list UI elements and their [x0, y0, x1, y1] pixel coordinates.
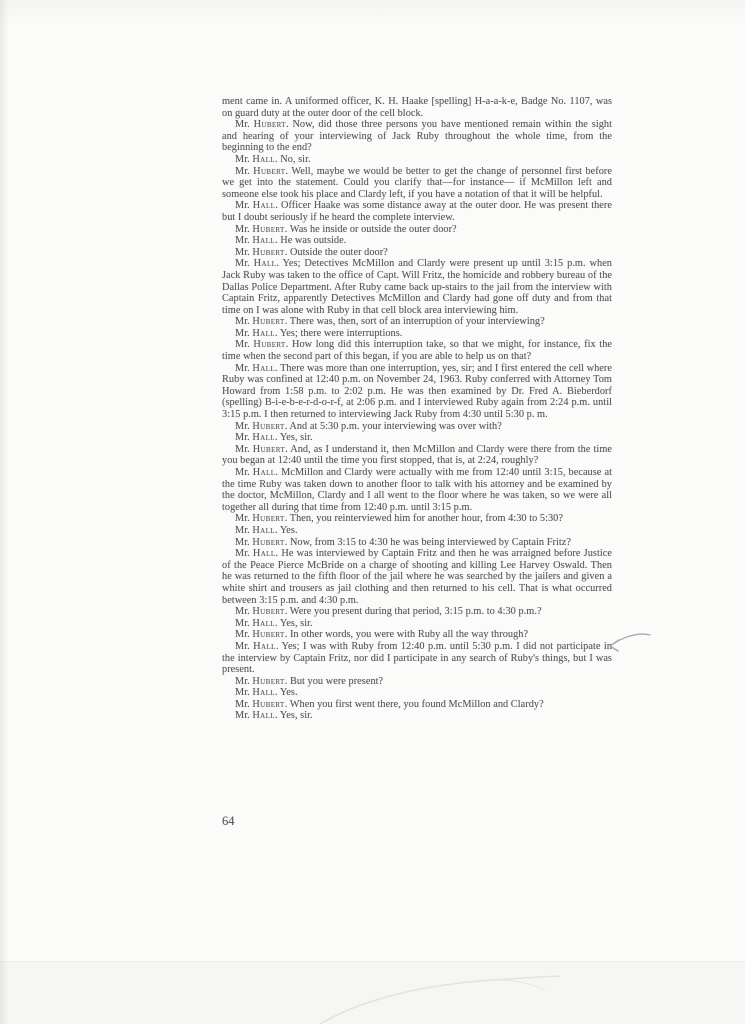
speaker-name: Mr. Hall.: [235, 640, 279, 652]
transcript-text-block: [222, 96, 612, 722]
transcript-paragraph: Mr. Hubert. There was, then, sort of an interruption of your interviewing?: [235, 316, 545, 328]
speaker-surname: Hubert: [252, 246, 285, 258]
transcript-paragraph: Mr. Hubert. Were you present during that period, 3:15 p.m. to 4:30 p.m.?: [235, 606, 542, 618]
speaker-surname: Hall: [253, 258, 277, 270]
speaker-surname: Hubert: [252, 420, 285, 432]
speaker-name: Mr. Hall.: [235, 258, 279, 270]
transcript-paragraph: Mr. Hubert. But you were present?: [235, 675, 384, 687]
speaker-name: Mr. Hubert.: [235, 339, 289, 351]
speaker-surname: Hubert: [253, 339, 286, 351]
speaker-name: Mr. Hubert.: [235, 606, 288, 618]
transcript-paragraph: Mr. Hall. Yes; there were interruptions.: [235, 327, 403, 339]
speaker-surname: Hall: [252, 467, 276, 478]
transcript-paragraph: Mr. Hall. He was outside.: [235, 235, 347, 247]
transcript-paragraph: Mr. Hall. Yes; I was with Ruby from 12:40 p.m. until 5:30 p.m. I did not participate in the interview by Captain Fritz, nor did I participate in any search of Ruby's things, but I was present.: [222, 640, 612, 676]
speaker-name: Mr. Hubert.: [235, 698, 288, 710]
transcript-paragraph: Mr. Hubert. Was he inside or outside the outer door?: [235, 223, 457, 235]
speaker-name: Mr. Hubert.: [235, 675, 288, 687]
speaker-name: Mr. Hall.: [235, 687, 278, 699]
speaker-name: Mr. Hall.: [235, 327, 278, 339]
speaker-surname: Hubert: [252, 443, 286, 455]
page-left-edge-shadow: [0, 0, 9, 1024]
transcript-paragraph: Mr. Hubert. Outside the outer door?: [235, 246, 388, 258]
speaker-surname: Hall: [252, 524, 275, 536]
speaker-surname: Hubert: [253, 119, 286, 131]
transcript-paragraph: Mr. Hubert. And at 5:30 p.m. your interviewing was over with?: [235, 420, 502, 432]
speaker-name: Mr. Hubert.: [235, 536, 288, 548]
speaker-surname: Hubert: [252, 536, 285, 548]
speaker-name: Mr. Hubert.: [235, 165, 289, 177]
speaker-name: Mr. Hall.: [235, 710, 278, 722]
speaker-name: Mr. Hubert.: [235, 629, 288, 641]
transcript-paragraph: Mr. Hall. He was interviewed by Captain Fritz and then he was arraigned before Justice of the Peace Pierce McBride on a charge of shooting and killing Lee Harvey Oswald. Then he was returned to the fifth floor of the jail where he was searched by the jailers and given a white shirt and trousers as jail clothing and then returned to his cell. That is what occurred between 3:15 p.m. and 4:30 p.m.: [222, 548, 612, 606]
transcript-paragraph: Mr. Hall. Yes, sir.: [235, 432, 313, 444]
transcript-entries: [222, 119, 612, 722]
transcript-paragraph: Mr. Hall. Officer Haake was some distance away at the outer door. He was present there but I doubt seriously if he heard the complete interview.: [222, 200, 612, 223]
speaker-name: Mr. Hall.: [235, 362, 278, 374]
speaker-name: Mr. Hubert.: [235, 223, 288, 235]
page-number: 64: [222, 814, 235, 828]
transcript-paragraph: Mr. Hall. Yes, sir.: [235, 617, 313, 629]
speaker-surname: Hubert: [252, 513, 285, 525]
speaker-surname: Hubert: [252, 223, 285, 235]
speaker-name: Mr. Hubert.: [235, 119, 289, 131]
speaker-name: Mr. Hubert.: [235, 443, 288, 455]
speaker-surname: Hall: [252, 362, 276, 374]
speaker-surname: Hall: [252, 327, 275, 339]
speaker-name: Mr. Hubert.: [235, 246, 288, 258]
speaker-surname: Hubert: [252, 698, 285, 710]
transcript-paragraph: Mr. Hall. Yes; Detectives McMillon and Clardy were present up until 3:15 p.m. when Jack Ruby was taken to the office of Capt. Will Fritz, the homicide and robbery bureau of the Dallas Police Department. After Ruby came back up-stairs to the jail from the interview with Captain Fritz, apparently Detectives McMillon and Clardy had gone off duty and from that time on I was alone with Ruby in that cell block area interviewing him.: [222, 258, 612, 316]
transcript-paragraph: Mr. Hubert. How long did this interruption take, so that we might, for instance, fix the time when the second part of this began, if you are able to help us on that?: [222, 339, 613, 363]
speaker-surname: Hall: [252, 235, 275, 247]
speaker-surname: Hall: [252, 432, 275, 444]
transcript-paragraph: Mr. Hall. There was more than one interruption, yes, sir; and I first entered the cell where Ruby was confined at 12:40 p.m. on November 24, 1963. Ruby conferred with Attorney Tom Howard from 1:58 p.m. to 2:02 p.m. He was then examined by Dr. Fred A. Bieberdorf (spelling) B-i-e-b-e-r-d-o-r-f, at 2:06 p.m. and I interviewed Ruby again from 2:24 p.m. until 3:15 p.m. I then returned to interviewing Jack Ruby from 4:30 until 5:30 p. m.: [222, 362, 612, 421]
speaker-surname: Hall: [252, 617, 275, 629]
speaker-surname: Hall: [252, 710, 275, 722]
speaker-name: Mr. Hall.: [235, 548, 279, 560]
speaker-name: Mr. Hall.: [235, 153, 278, 165]
transcript-paragraph: Mr. Hubert. Then, you reinterviewed him for another hour, from 4:30 to 5:30?: [235, 513, 563, 525]
speaker-surname: Hall: [253, 640, 276, 652]
speaker-surname: Hubert: [252, 629, 285, 641]
continuation-paragraph: ment came in. A uniformed officer, K. H. Haake [spelling] H-a-a-k-e, Badge No. 1107, was on guard duty at the outer door of the cell block.: [222, 96, 612, 119]
speaker-name: Mr. Hall.: [235, 467, 279, 478]
page-top-edge-shade: [0, 0, 745, 26]
speaker-surname: Hall: [252, 548, 276, 560]
transcript-paragraph: Mr. Hubert. And, as I understand it, then McMillon and Clardy were there from the time you began at 12:40 until the time you first stopped, that is, at 2:24, roughly?: [222, 443, 612, 467]
transcript-paragraph: Mr. Hall. Yes, sir.: [235, 710, 313, 722]
scanner-margin-strip: [0, 962, 745, 1024]
speaker-name: Mr. Hall.: [235, 235, 278, 247]
speaker-name: Mr. Hall.: [235, 524, 278, 536]
transcript-paragraph: Mr. Hall. McMillon and Clardy were actually with me from 12:40 until 3:15, because at the time Ruby was taken down to another floor to talk with his attorney and be examined by the doctor, McMillon, Clardy and I all went to the floor where he was taken, so we were all together all during that time from 12:40 p.m. until 3:15 p.m.: [222, 467, 612, 513]
transcript-paragraph: Mr. Hall. Yes.: [235, 524, 298, 536]
transcript-paragraph: Mr. Hubert. Well, maybe we would be better to get the change of personnel first before we get into the statement. Could you clarify that—for instance— if McMillon left and someone else took his place and Clardy left, if you have a notation of that it will be helpful.: [222, 165, 613, 200]
transcript-paragraph: Mr. Hubert. When you first went there, you found McMillon and Clardy?: [235, 698, 544, 710]
speaker-surname: Hall: [252, 200, 276, 212]
speaker-surname: Hall: [252, 687, 275, 699]
speaker-name: Mr. Hubert.: [235, 316, 288, 328]
handwritten-arrow-icon: [602, 630, 654, 658]
speaker-surname: Hubert: [252, 316, 285, 328]
speaker-name: Mr. Hall.: [235, 200, 278, 212]
speaker-surname: Hubert: [252, 675, 285, 687]
speaker-name: Mr. Hubert.: [235, 513, 288, 525]
speaker-surname: Hubert: [252, 606, 285, 618]
transcript-paragraph: Mr. Hall. Yes.: [235, 687, 298, 699]
transcript-paragraph: Mr. Hubert. Now, did those three persons you have mentioned remain within the sight and hearing of your interviewing of Jack Ruby throughout the whole time, from the beginning to the end?: [222, 119, 613, 154]
speaker-name: Mr. Hall.: [235, 617, 278, 629]
speaker-surname: Hubert: [253, 165, 286, 177]
speaker-surname: Hall: [252, 153, 275, 165]
transcript-paragraph: Mr. Hall. No, sir.: [235, 153, 311, 165]
speaker-name: Mr. Hubert.: [235, 420, 288, 432]
transcript-paragraph: Mr. Hubert. In other words, you were with Ruby all the way through?: [235, 629, 529, 641]
transcript-paragraph: Mr. Hubert. Now, from 3:15 to 4:30 he was being interviewed by Captain Fritz?: [235, 536, 571, 548]
speaker-name: Mr. Hall.: [235, 432, 278, 444]
